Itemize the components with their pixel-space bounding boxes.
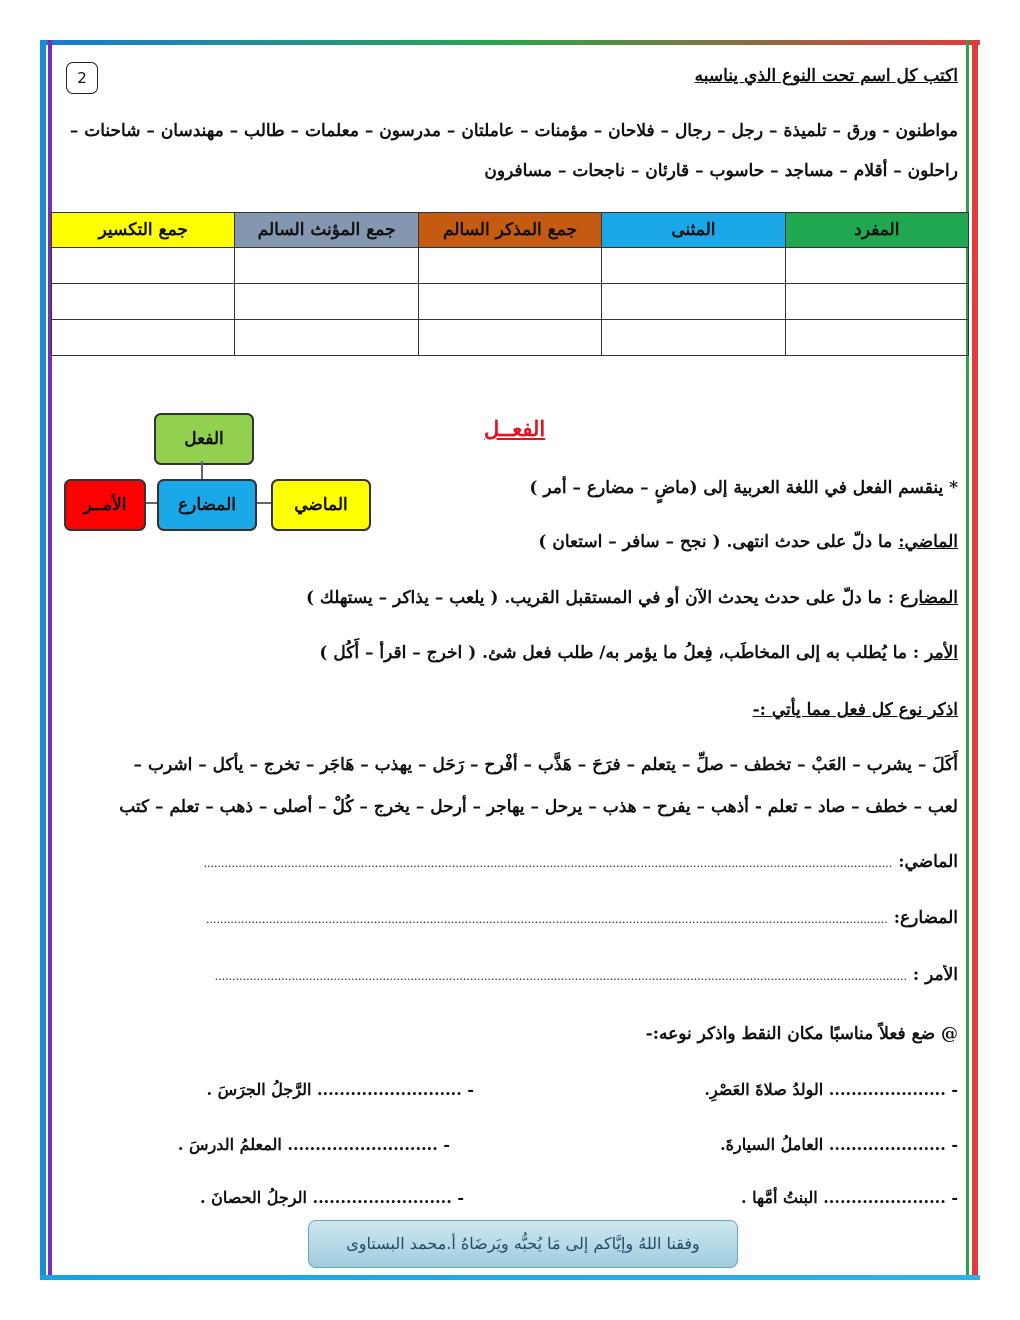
exercise1-title: اكتب كل اسم تحت النوع الذي يناسبه — [694, 66, 958, 86]
exercise2-verbs-line2: لعب – خطف – صاد – تعلم - أذهب – يفرح – هذب – يرحل – يهاجر – أرحل – يخرج – كُلْ – أصلى – ذهب – تعلم – كتب — [119, 797, 958, 817]
table-cell[interactable] — [235, 320, 418, 356]
table-row — [52, 284, 969, 320]
answer-present-dots: ................................................................................................................................................................................................... — [205, 913, 888, 926]
imperative-text: : ما يُطلب به إلى المخاطَب، فِعلُ ما يؤمر به/ طلب فعل شئ. ( اخرج – اقرأ – أَكُل ) — [319, 643, 926, 663]
table-cell[interactable] — [418, 248, 601, 284]
answer-present-label: المضارع: — [893, 908, 958, 928]
header-broken-plural: جمع التكسير — [52, 213, 235, 248]
table-cell[interactable] — [785, 284, 968, 320]
page-border-bottom — [40, 1275, 980, 1280]
exercise3-right-2[interactable]: - ..................... العاملُ السيارةَ. — [720, 1135, 958, 1154]
exercise1-words-line2: راحلون – أقلام – مساجد – حاسوب – قارئان – ناجحات – مسافرون — [484, 161, 958, 181]
verb-section-title: الفعــل — [484, 416, 546, 441]
answer-past-dots: ..................................................................................................................................................................................................... — [203, 857, 893, 870]
present-label: المضارع — [899, 588, 958, 608]
diagram-node-imperative: الأمــر — [64, 479, 146, 531]
table-cell[interactable] — [602, 248, 785, 284]
past-definition — [538, 532, 958, 552]
table-row — [52, 248, 969, 284]
diagram-node-past: الماضي — [271, 479, 371, 531]
header-sound-feminine-plural: جمع المؤنث السالم — [235, 213, 418, 248]
diagram-connector-vertical — [201, 461, 203, 480]
header-singular: المفرد — [785, 213, 968, 248]
answer-past[interactable] — [158, 852, 958, 872]
table-cell[interactable] — [785, 248, 968, 284]
exercise3-right-3[interactable]: - ...................... البنتُ أمَّها . — [741, 1188, 958, 1207]
footer-signature: وفقنا اللهُ وإيَّاكم إلى مَا يُحبُّه ويَرضَاهُ أ.محمد البستاوى — [308, 1220, 738, 1268]
answer-imperative-dots: ...................................................................................................................................................................................................... — [214, 970, 907, 983]
diagram-root-verb: الفعل — [154, 413, 254, 465]
table-cell[interactable] — [235, 284, 418, 320]
imperative-label: الأمر — [925, 643, 958, 663]
imperative-definition — [319, 643, 958, 663]
answer-imperative[interactable] — [158, 965, 958, 985]
past-label: الماضي: — [898, 532, 958, 552]
exercise3-left-2[interactable]: - ........................... المعلمُ الدرسَ . — [177, 1135, 450, 1154]
exercise3-left-1[interactable]: - .......................... الرَّجلُ الجرَسَ . — [206, 1080, 474, 1099]
table-cell[interactable] — [52, 320, 235, 356]
answer-past-label: الماضي: — [898, 852, 958, 872]
table-cell[interactable] — [785, 320, 968, 356]
present-text: : ما دلّ على حدث يحدث الآن أو في المستقبل القريب. ( يلعب – يذاكر – يستهلك ) — [305, 588, 900, 608]
answer-imperative-label: الأمر : — [912, 965, 958, 985]
exercise3-left-3[interactable]: - ......................... الرجلُ الحصانَ . — [199, 1188, 464, 1207]
table-cell[interactable] — [602, 320, 785, 356]
exercise3-right-1[interactable]: - ..................... الولدُ صلاةَ العَصْرِ. — [704, 1080, 958, 1099]
table-header-row — [52, 213, 969, 248]
exercise1-words-line1: مواطنون - ورق – تلميذة – رجل – رجال – فلاحان – مؤمنات – عاملتان – مدرسون – معلمات – طالب – مهندسان – شاحنات – — [69, 121, 958, 141]
page-border-top — [40, 40, 980, 45]
table-cell[interactable] — [602, 284, 785, 320]
verb-intro: * ينقسم الفعل في اللغة العربية إلى (ماضٍ – مضارع – أمر ) — [529, 478, 958, 498]
exercise2-verbs-line1: أَكَلَ – يشرب – العَبْ – تخطف – صلِّ – يتعلم – فرَحَ – هَذَّب – أفْرح – رَحَل – يهذب – هَاجَر – تخرج – يأكل – اشرب – — [133, 755, 958, 775]
page-border-right — [972, 40, 978, 1280]
answer-present[interactable] — [152, 908, 958, 928]
page-border-left — [40, 40, 46, 1280]
header-sound-masculine-plural: جمع المذكر السالم — [418, 213, 601, 248]
noun-classification-table — [51, 212, 969, 356]
table-cell[interactable] — [235, 248, 418, 284]
table-cell[interactable] — [418, 284, 601, 320]
table-cell[interactable] — [418, 320, 601, 356]
table-cell[interactable] — [52, 284, 235, 320]
table-cell[interactable] — [52, 248, 235, 284]
present-definition — [306, 588, 958, 608]
exercise2-title: اذكر نوع كل فعل مما يأتي :- — [752, 700, 958, 720]
table-row — [52, 320, 969, 356]
diagram-node-present: المضارع — [157, 479, 257, 531]
exercise3-title: @ ضع فعلاً مناسبًا مكان النقط واذكر نوعه:- — [645, 1024, 958, 1044]
header-dual: المثنى — [602, 213, 785, 248]
past-text: ما دلّ على حدث انتهى. ( نجح – سافر – استعان ) — [538, 532, 899, 552]
page-number: 2 — [66, 62, 98, 94]
